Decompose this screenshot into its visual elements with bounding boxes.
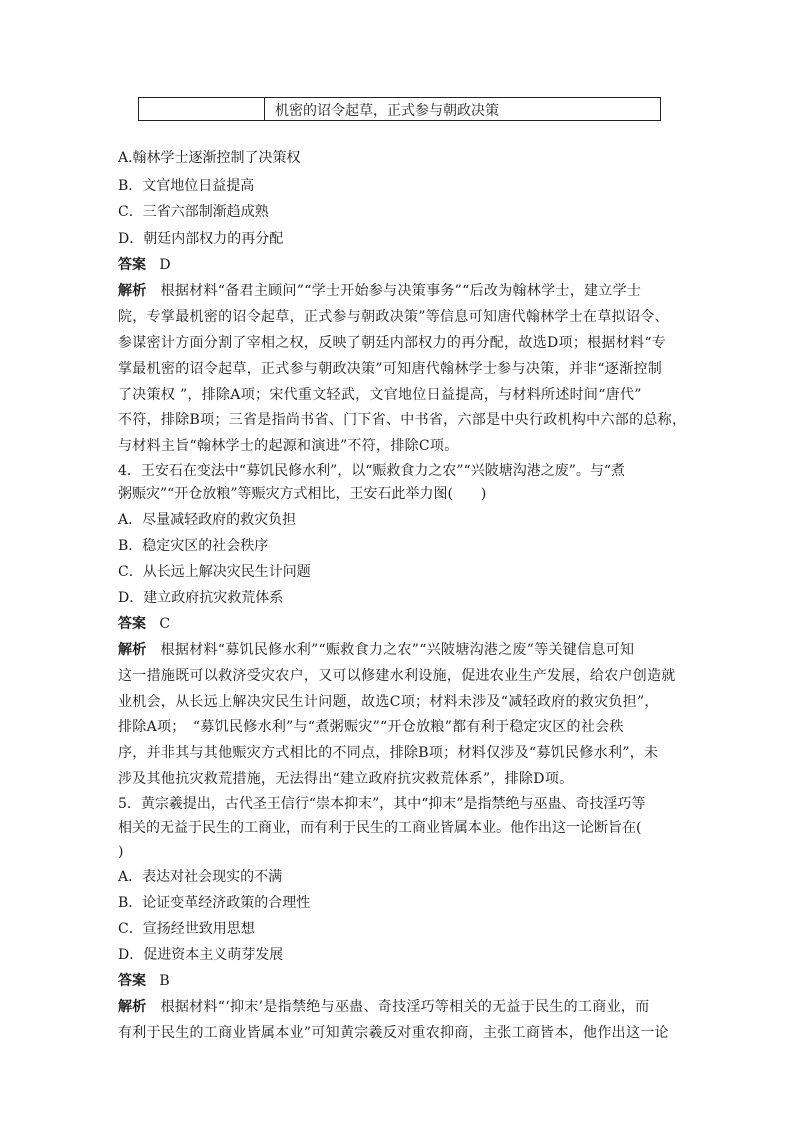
q4-explanation-line: 这一措施既可以救济受灾农户，又可以修建水利设施，促进农业生产发展，给农户创造就 (118, 668, 676, 684)
q3-explanation-line: 解析 根据材料“备君主顾问”“学士开始参与决策事务”“后改为翰林学士，建立学士 (118, 283, 642, 299)
q3-explanation-line: 参谋密计方面分割了宰相之权，反映了朝廷内部权力的再分配，故选D项；根据材料“专 (118, 335, 667, 351)
q4-explanation-line: 解析 根据材料“募饥民修水利”“赈救食力之农”“兴陂塘沟港之废”等关键信息可知 (118, 642, 635, 658)
q4-explanation-line: 序，并非其与其他赈灾方式相比的不同点，排除B项；材料仅涉及“募饥民修水利”，未 (118, 745, 659, 761)
q5-stem-line: 5．黄宗羲提出，古代圣王信行“崇本抑末”，其中“抑末”是指禁绝与巫蛊、奇技淫巧等 (118, 796, 646, 812)
q4-option-a: A．尽量减轻政府的救灾负担 (118, 512, 297, 528)
q4-stem-line: 4．王安石在变法中“募饥民修水利”，以“赈救食力之农”“兴陂塘沟港之废”。与“煮 (118, 463, 626, 479)
q4-option-c: C．从长远上解决灾民生计问题 (118, 564, 311, 580)
q3-explanation-line: 了决策权 ”，排除A项；宋代重文轻武，文官地位日益提高，与材料所述时间“唐代” (118, 387, 642, 403)
q4-explanation-line: 业机会，从长远上解决灾民生计问题，故选C项；材料未涉及“减轻政府的救灾负担”， (118, 694, 659, 710)
q4-option-b: B．稳定灾区的社会秩序 (118, 538, 269, 554)
q5-option-a: A．表达对社会现实的不满 (118, 869, 283, 885)
answer-value: B (159, 973, 170, 989)
answer-label: 答案 (118, 257, 146, 273)
q5-option-c: C．宣扬经世致用思想 (118, 921, 255, 937)
answer-label: 答案 (118, 616, 146, 632)
q4-explanation-line: 排除A项； “募饥民修水利”与“煮粥赈灾”“开仓放粮”都有利于稳定灾区的社会秩 (118, 719, 624, 735)
q4-option-d: D．建立政府抗灾救荒体系 (118, 590, 284, 606)
material-table-row (138, 97, 661, 121)
q5-stem-line: 相关的无益于民生的工商业，而有利于民生的工商业皆属本业。他作出这一论断旨在( (118, 820, 642, 836)
q5-explanation-line: 解析 根据材料“‘抑末’是指禁绝与巫蛊、奇技淫巧等相关的无益于民生的工商业，而 (118, 999, 650, 1015)
table-cell-left (139, 98, 265, 120)
q5-explanation-line: 有利于民生的工商业皆属本业”可知黄宗羲反对重农抑商，主张工商皆本，他作出这一论 (118, 1025, 669, 1041)
explanation-label: 解析 (118, 283, 147, 299)
answer-value: D (159, 257, 171, 273)
q3-explanation-line: 院，专掌最机密的诏令起草，正式参与朝政决策”等信息可知唐代翰林学士在草拟诏令、 (118, 309, 669, 325)
q5-stem-line: ) (118, 844, 124, 860)
q4-stem-line: 粥赈灾”“开仓放粮”等赈灾方式相比，王安石此举力图( ) (118, 486, 487, 502)
explanation-label: 解析 (118, 999, 147, 1015)
table-cell-right: 机密的诏令起草，正式参与朝政决策 (275, 103, 499, 119)
q3-explanation-line: 掌最机密的诏令起草，正式参与朝政决策”可知唐代翰林学士参与决策，并非“逐渐控制 (118, 361, 663, 377)
q4-explanation-line: 涉及其他抗灾救荒措施，无法得出“建立政府抗灾救荒体系”，排除D项。 (118, 771, 574, 787)
q5-answer (118, 971, 170, 991)
q3-option-c: C．三省六部制渐趋成熟 (118, 204, 269, 220)
answer-value: C (159, 616, 171, 632)
q3-option-d: D．朝廷内部权力的再分配 (118, 231, 284, 247)
q3-explanation-line: 不符，排除B项；三省是指尚书省、门下省、中书省，六部是中央行政机构中六部的总称， (118, 412, 687, 428)
q4-answer (118, 614, 170, 634)
q3-answer (118, 255, 171, 275)
q3-option-a: A.翰林学士逐渐控制了决策权 (118, 150, 301, 166)
q3-option-b: B．文官地位日益提高 (118, 178, 255, 194)
answer-label: 答案 (118, 973, 146, 989)
explanation-label: 解析 (118, 642, 147, 658)
q5-option-d: D．促进资本主义萌芽发展 (118, 947, 284, 963)
q5-option-b: B．论证变革经济政策的合理性 (118, 895, 311, 911)
q3-explanation-line: 与材料主旨“翰林学士的起源和演进”不符，排除C项。 (118, 438, 459, 454)
